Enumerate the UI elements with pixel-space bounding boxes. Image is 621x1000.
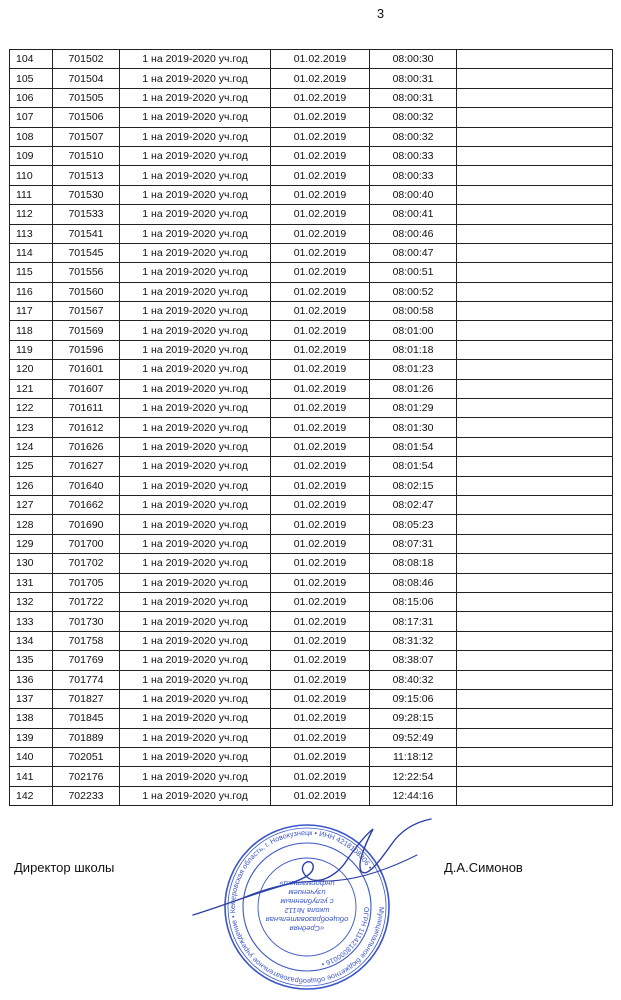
- table-cell: 1 на 2019-2020 уч.год: [120, 340, 271, 359]
- table-row: [10, 108, 613, 127]
- table-cell: 1 на 2019-2020 уч.год: [120, 224, 271, 243]
- table-cell: 701510: [53, 146, 120, 165]
- table-cell: 01.02.2019: [271, 592, 370, 611]
- table-cell: 121: [10, 379, 53, 398]
- table-cell: 01.02.2019: [271, 146, 370, 165]
- table-cell: 01.02.2019: [271, 418, 370, 437]
- table-row: [10, 612, 613, 631]
- table-cell: 08:01:23: [370, 360, 457, 379]
- table-cell: 118: [10, 321, 53, 340]
- table-cell: 09:28:15: [370, 709, 457, 728]
- table-cell: 08:01:30: [370, 418, 457, 437]
- table-cell: 1 на 2019-2020 уч.год: [120, 360, 271, 379]
- table-cell: 01.02.2019: [271, 495, 370, 514]
- table-cell: 01.02.2019: [271, 108, 370, 127]
- table-cell: 701722: [53, 592, 120, 611]
- table-cell: 702176: [53, 767, 120, 786]
- table-cell: 09:52:49: [370, 728, 457, 747]
- table-cell: 701513: [53, 166, 120, 185]
- table-cell: 01.02.2019: [271, 360, 370, 379]
- table-cell: [457, 457, 613, 476]
- table-cell: 702233: [53, 786, 120, 805]
- table-cell: [457, 748, 613, 767]
- table-cell: 08:01:54: [370, 457, 457, 476]
- table-cell: 08:00:46: [370, 224, 457, 243]
- table-cell: 701702: [53, 554, 120, 573]
- table-cell: [457, 379, 613, 398]
- table-cell: 01.02.2019: [271, 573, 370, 592]
- table-cell: 1 на 2019-2020 уч.год: [120, 534, 271, 553]
- signer-name: Д.А.Симонов: [444, 860, 523, 875]
- table-cell: 01.02.2019: [271, 534, 370, 553]
- table-cell: 08:17:31: [370, 612, 457, 631]
- table-cell: 01.02.2019: [271, 185, 370, 204]
- table-cell: 119: [10, 340, 53, 359]
- table-cell: 1 на 2019-2020 уч.год: [120, 69, 271, 88]
- table-row: [10, 495, 613, 514]
- table-cell: 701690: [53, 515, 120, 534]
- table-cell: 1 на 2019-2020 уч.год: [120, 321, 271, 340]
- table-cell: 1 на 2019-2020 уч.год: [120, 554, 271, 573]
- table-cell: 1 на 2019-2020 уч.год: [120, 282, 271, 301]
- table-cell: [457, 127, 613, 146]
- table-row: [10, 282, 613, 301]
- table-cell: 01.02.2019: [271, 166, 370, 185]
- table-cell: 701705: [53, 573, 120, 592]
- table-cell: 701627: [53, 457, 120, 476]
- table-row: [10, 379, 613, 398]
- table-cell: 1 на 2019-2020 уч.год: [120, 185, 271, 204]
- table-cell: 1 на 2019-2020 уч.год: [120, 418, 271, 437]
- registration-table: [9, 49, 613, 806]
- table-cell: 01.02.2019: [271, 728, 370, 747]
- table-cell: 01.02.2019: [271, 554, 370, 573]
- table-cell: 1 на 2019-2020 уч.год: [120, 166, 271, 185]
- table-cell: 01.02.2019: [271, 224, 370, 243]
- table-cell: 1 на 2019-2020 уч.год: [120, 728, 271, 747]
- table-cell: 01.02.2019: [271, 50, 370, 69]
- table-row: [10, 50, 613, 69]
- table-cell: 129: [10, 534, 53, 553]
- table-cell: 08:00:33: [370, 166, 457, 185]
- table-cell: 1 на 2019-2020 уч.год: [120, 263, 271, 282]
- table-cell: 01.02.2019: [271, 399, 370, 418]
- table-cell: [457, 360, 613, 379]
- table-row: [10, 767, 613, 786]
- table-cell: 701612: [53, 418, 120, 437]
- table-cell: 701626: [53, 437, 120, 456]
- table-row: [10, 185, 613, 204]
- table-cell: 08:05:23: [370, 515, 457, 534]
- table-cell: 08:00:58: [370, 302, 457, 321]
- table-cell: [457, 321, 613, 340]
- table-cell: 107: [10, 108, 53, 127]
- table-row: [10, 205, 613, 224]
- table-cell: 01.02.2019: [271, 88, 370, 107]
- table-cell: 701541: [53, 224, 120, 243]
- table-cell: 142: [10, 786, 53, 805]
- table-cell: 109: [10, 146, 53, 165]
- table-row: [10, 243, 613, 262]
- table-row: [10, 166, 613, 185]
- table-cell: 114: [10, 243, 53, 262]
- table-row: [10, 689, 613, 708]
- table-cell: 1 на 2019-2020 уч.год: [120, 767, 271, 786]
- table-cell: 08:01:00: [370, 321, 457, 340]
- table-row: [10, 263, 613, 282]
- table-cell: 122: [10, 399, 53, 418]
- table-cell: [457, 243, 613, 262]
- table-cell: 113: [10, 224, 53, 243]
- table-cell: [457, 340, 613, 359]
- table-cell: [457, 282, 613, 301]
- table-cell: 701560: [53, 282, 120, 301]
- seal-center-line: «Средняя: [289, 924, 325, 933]
- table-cell: 120: [10, 360, 53, 379]
- table-cell: 701662: [53, 495, 120, 514]
- table-row: [10, 437, 613, 456]
- table-cell: 08:00:51: [370, 263, 457, 282]
- table-cell: 01.02.2019: [271, 243, 370, 262]
- table-cell: [457, 515, 613, 534]
- table-cell: 1 на 2019-2020 уч.год: [120, 573, 271, 592]
- table-cell: 01.02.2019: [271, 748, 370, 767]
- table-cell: 01.02.2019: [271, 69, 370, 88]
- table-cell: 701556: [53, 263, 120, 282]
- table-cell: 701601: [53, 360, 120, 379]
- table-cell: 701596: [53, 340, 120, 359]
- table-row: [10, 302, 613, 321]
- table-cell: 08:00:32: [370, 108, 457, 127]
- table-cell: [457, 651, 613, 670]
- seal-center-line: школа №112: [284, 906, 330, 915]
- table-cell: 08:07:31: [370, 534, 457, 553]
- table-cell: 08:31:32: [370, 631, 457, 650]
- table-cell: [457, 302, 613, 321]
- table-cell: 01.02.2019: [271, 457, 370, 476]
- table-cell: [457, 495, 613, 514]
- table-row: [10, 786, 613, 805]
- table-cell: 01.02.2019: [271, 127, 370, 146]
- table-cell: [457, 263, 613, 282]
- table-cell: [457, 728, 613, 747]
- table-cell: 09:15:06: [370, 689, 457, 708]
- table-cell: 01.02.2019: [271, 205, 370, 224]
- table-cell: 08:40:32: [370, 670, 457, 689]
- seal-center-line: общеобразовательная: [265, 915, 349, 924]
- table-cell: 1 на 2019-2020 уч.год: [120, 127, 271, 146]
- table-cell: 08:00:31: [370, 88, 457, 107]
- table-cell: 134: [10, 631, 53, 650]
- table-cell: 01.02.2019: [271, 612, 370, 631]
- table-cell: 701502: [53, 50, 120, 69]
- table-row: [10, 748, 613, 767]
- table-cell: 701506: [53, 108, 120, 127]
- table-cell: 01.02.2019: [271, 282, 370, 301]
- table-cell: [457, 50, 613, 69]
- table-cell: [457, 709, 613, 728]
- seal-center-line: изучением: [288, 888, 326, 897]
- table-row: [10, 399, 613, 418]
- table-cell: [457, 631, 613, 650]
- table-cell: [457, 689, 613, 708]
- table-cell: 701827: [53, 689, 120, 708]
- table-cell: 701769: [53, 651, 120, 670]
- table-cell: 08:00:33: [370, 146, 457, 165]
- table-cell: 139: [10, 728, 53, 747]
- seal-outer-text: Муниципальное бюджетное общеобразовательное учреждение • Кемеровская область, г. Новокузнецк • ИНН 4218108306 •: [227, 827, 387, 987]
- seal-inner-text: ОГРН 1114218000016 •: [320, 906, 370, 968]
- table-cell: [457, 573, 613, 592]
- table-cell: 08:01:26: [370, 379, 457, 398]
- table-cell: [457, 88, 613, 107]
- table-cell: 08:01:29: [370, 399, 457, 418]
- table-cell: 1 на 2019-2020 уч.год: [120, 786, 271, 805]
- table-cell: [457, 418, 613, 437]
- table-cell: 1 на 2019-2020 уч.год: [120, 689, 271, 708]
- table-cell: 133: [10, 612, 53, 631]
- table-cell: 140: [10, 748, 53, 767]
- table-cell: 128: [10, 515, 53, 534]
- table-cell: 701607: [53, 379, 120, 398]
- table-cell: 1 на 2019-2020 уч.год: [120, 437, 271, 456]
- director-signature: [185, 815, 445, 925]
- seal-center-line: с углубленным: [280, 897, 334, 906]
- table-row: [10, 340, 613, 359]
- seal-center-line: информатики»: [279, 879, 335, 888]
- table-cell: 701640: [53, 476, 120, 495]
- table-cell: 126: [10, 476, 53, 495]
- table-cell: [457, 534, 613, 553]
- table-row: [10, 127, 613, 146]
- table-cell: 135: [10, 651, 53, 670]
- table-row: [10, 321, 613, 340]
- table-row: [10, 554, 613, 573]
- table-cell: 1 на 2019-2020 уч.год: [120, 88, 271, 107]
- table-cell: [457, 476, 613, 495]
- table-cell: 116: [10, 282, 53, 301]
- table-cell: 1 на 2019-2020 уч.год: [120, 612, 271, 631]
- table-cell: [457, 554, 613, 573]
- table-cell: 08:01:18: [370, 340, 457, 359]
- table-cell: [457, 69, 613, 88]
- table-row: [10, 592, 613, 611]
- table-cell: 01.02.2019: [271, 709, 370, 728]
- table-cell: [457, 205, 613, 224]
- table-cell: 01.02.2019: [271, 379, 370, 398]
- table-row: [10, 360, 613, 379]
- table-cell: 104: [10, 50, 53, 69]
- table-cell: 701889: [53, 728, 120, 747]
- page-number: 3: [376, 6, 385, 21]
- table-row: [10, 146, 613, 165]
- table-cell: 01.02.2019: [271, 689, 370, 708]
- table-row: [10, 573, 613, 592]
- table-cell: 110: [10, 166, 53, 185]
- table-cell: 01.02.2019: [271, 670, 370, 689]
- table-cell: 01.02.2019: [271, 321, 370, 340]
- table-cell: 1 на 2019-2020 уч.год: [120, 302, 271, 321]
- table-row: [10, 670, 613, 689]
- table-row: [10, 224, 613, 243]
- table-cell: 701533: [53, 205, 120, 224]
- table-cell: 08:00:31: [370, 69, 457, 88]
- table-cell: 111: [10, 185, 53, 204]
- table-row: [10, 534, 613, 553]
- table-cell: [457, 185, 613, 204]
- table-cell: 115: [10, 263, 53, 282]
- table-cell: 1 на 2019-2020 уч.год: [120, 495, 271, 514]
- table-cell: 123: [10, 418, 53, 437]
- table-cell: [457, 399, 613, 418]
- table-cell: 01.02.2019: [271, 340, 370, 359]
- table-cell: 1 на 2019-2020 уч.год: [120, 631, 271, 650]
- table-cell: 701569: [53, 321, 120, 340]
- table-row: [10, 728, 613, 747]
- table-cell: 702051: [53, 748, 120, 767]
- table-cell: 1 на 2019-2020 уч.год: [120, 515, 271, 534]
- table-cell: 701845: [53, 709, 120, 728]
- table-cell: 131: [10, 573, 53, 592]
- table-cell: 08:02:47: [370, 495, 457, 514]
- table-row: [10, 88, 613, 107]
- table-cell: 701507: [53, 127, 120, 146]
- table-cell: 01.02.2019: [271, 263, 370, 282]
- table-row: [10, 69, 613, 88]
- table-cell: [457, 592, 613, 611]
- table-cell: [457, 437, 613, 456]
- table-cell: 105: [10, 69, 53, 88]
- table-cell: [457, 670, 613, 689]
- table-cell: 132: [10, 592, 53, 611]
- table-cell: 117: [10, 302, 53, 321]
- table-cell: 1 на 2019-2020 уч.год: [120, 457, 271, 476]
- table-cell: 112: [10, 205, 53, 224]
- table-cell: 108: [10, 127, 53, 146]
- table-cell: 1 на 2019-2020 уч.год: [120, 108, 271, 127]
- table-cell: 701758: [53, 631, 120, 650]
- table-cell: 1 на 2019-2020 уч.год: [120, 709, 271, 728]
- table-cell: [457, 146, 613, 165]
- table-cell: 701530: [53, 185, 120, 204]
- table-cell: [457, 767, 613, 786]
- table-cell: 1 на 2019-2020 уч.год: [120, 379, 271, 398]
- table-cell: 1 на 2019-2020 уч.год: [120, 243, 271, 262]
- table-row: [10, 515, 613, 534]
- table-cell: [457, 786, 613, 805]
- table-cell: 1 на 2019-2020 уч.год: [120, 399, 271, 418]
- table-cell: 1 на 2019-2020 уч.год: [120, 205, 271, 224]
- table-cell: 701700: [53, 534, 120, 553]
- table-cell: 141: [10, 767, 53, 786]
- table-cell: 701611: [53, 399, 120, 418]
- signer-title: Директор школы: [14, 860, 115, 875]
- table-cell: 08:00:32: [370, 127, 457, 146]
- table-cell: 01.02.2019: [271, 302, 370, 321]
- table-cell: 136: [10, 670, 53, 689]
- table-cell: 12:44:16: [370, 786, 457, 805]
- table-cell: 01.02.2019: [271, 515, 370, 534]
- table-cell: 137: [10, 689, 53, 708]
- table-row: [10, 457, 613, 476]
- table-cell: 08:00:40: [370, 185, 457, 204]
- table-cell: 1 на 2019-2020 уч.год: [120, 651, 271, 670]
- table-cell: 106: [10, 88, 53, 107]
- table-cell: 08:02:15: [370, 476, 457, 495]
- table-cell: 08:00:52: [370, 282, 457, 301]
- table-cell: 701504: [53, 69, 120, 88]
- table-cell: 08:00:47: [370, 243, 457, 262]
- table-cell: 01.02.2019: [271, 631, 370, 650]
- table-cell: 08:15:06: [370, 592, 457, 611]
- table-cell: 1 на 2019-2020 уч.год: [120, 748, 271, 767]
- table-cell: 1 на 2019-2020 уч.год: [120, 670, 271, 689]
- table-cell: 01.02.2019: [271, 651, 370, 670]
- table-cell: 125: [10, 457, 53, 476]
- table-cell: 127: [10, 495, 53, 514]
- table-cell: 01.02.2019: [271, 476, 370, 495]
- table-cell: 01.02.2019: [271, 437, 370, 456]
- table-cell: 01.02.2019: [271, 786, 370, 805]
- table-row: [10, 418, 613, 437]
- table-row: [10, 651, 613, 670]
- table-cell: 701505: [53, 88, 120, 107]
- table-cell: 701567: [53, 302, 120, 321]
- table-cell: [457, 224, 613, 243]
- table-cell: [457, 612, 613, 631]
- table-body: [10, 50, 613, 806]
- table-cell: 701545: [53, 243, 120, 262]
- table-row: [10, 709, 613, 728]
- table-cell: 12:22:54: [370, 767, 457, 786]
- table-cell: 08:08:46: [370, 573, 457, 592]
- table-cell: 08:00:30: [370, 50, 457, 69]
- table-cell: 130: [10, 554, 53, 573]
- table-cell: 1 на 2019-2020 уч.год: [120, 50, 271, 69]
- table-cell: 1 на 2019-2020 уч.год: [120, 476, 271, 495]
- table-cell: 1 на 2019-2020 уч.год: [120, 592, 271, 611]
- table-cell: [457, 166, 613, 185]
- table-cell: 138: [10, 709, 53, 728]
- table-row: [10, 631, 613, 650]
- table-cell: 08:01:54: [370, 437, 457, 456]
- table-cell: 1 на 2019-2020 уч.год: [120, 146, 271, 165]
- table-cell: [457, 108, 613, 127]
- table-cell: 01.02.2019: [271, 767, 370, 786]
- table-cell: 701774: [53, 670, 120, 689]
- table-cell: 124: [10, 437, 53, 456]
- table-cell: 08:38:07: [370, 651, 457, 670]
- table-cell: 08:00:41: [370, 205, 457, 224]
- table-row: [10, 476, 613, 495]
- table-cell: 11:18:12: [370, 748, 457, 767]
- table-cell: 08:08:18: [370, 554, 457, 573]
- table-cell: 701730: [53, 612, 120, 631]
